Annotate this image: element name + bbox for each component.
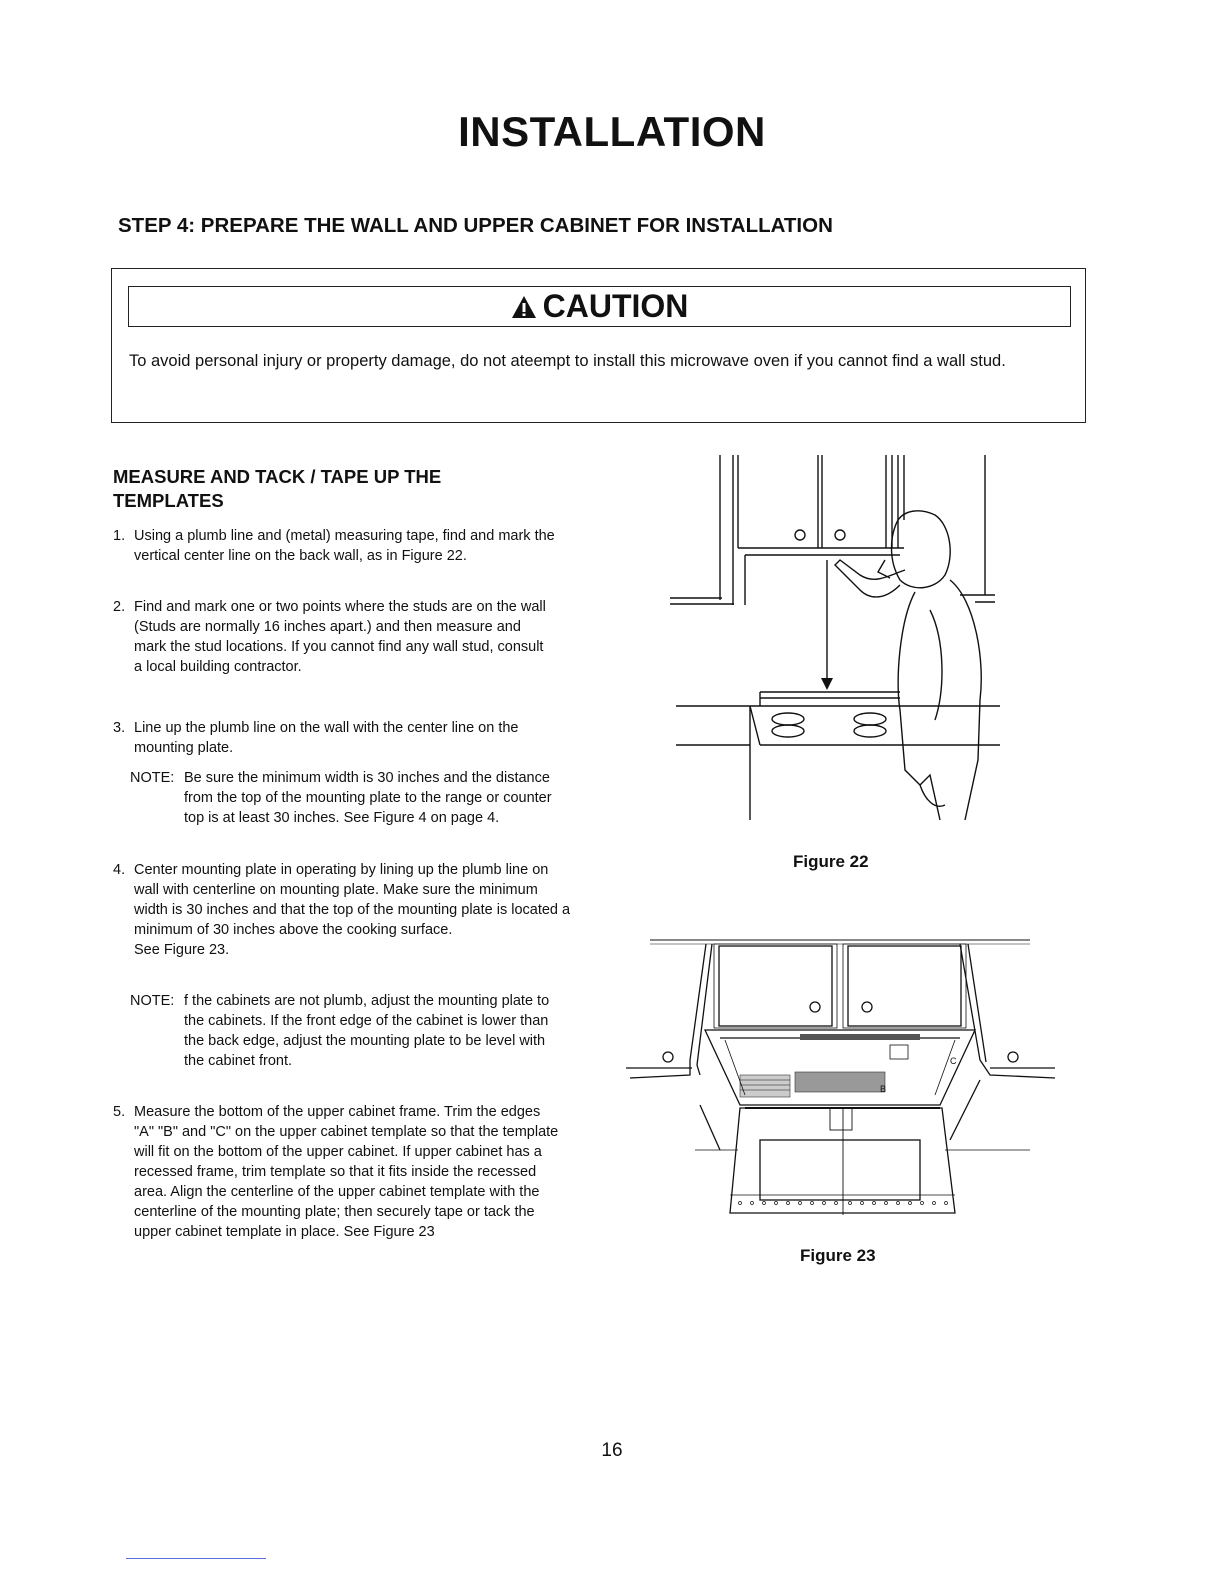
caution-text: To avoid personal injury or property damage, do not ateempt to install this microwave oven if you cannot find a wall stud. [129,352,1006,370]
section-heading: MEASURE AND TACK / TAPE UP THE TEMPLATES [113,466,442,511]
step-number: 3. [113,720,126,736]
caution-box [111,268,1086,423]
step-extra: See Figure 23. [134,942,230,958]
step-number: 4. [113,862,126,878]
figure-22-caption: Figure 22 [793,852,869,871]
step-text: Using a plumb line and (metal) measuring tape, find and mark the vertical center line on the back wall, as in Figure 22. [134,528,555,564]
step-number: 2. [113,599,126,615]
step-number: 5. [113,1104,126,1120]
warning-triangle-icon [511,295,537,319]
note-text: f the cabinets are not plumb, adjust the mounting plate to the cabinets. If the front edge of the cabinet is lower than the back edge, adjust the mounting plate to be level with the cabinet front. [184,993,550,1069]
figure-23-caption: Figure 23 [800,1246,876,1265]
figure-22-illustration [660,450,1010,830]
step-number: 1. [113,528,126,544]
step-heading: STEP 4: PREPARE THE WALL AND UPPER CABINET FOR INSTALLATION [118,214,833,237]
step-text: Center mounting plate in operating by lining up the plumb line on wall with centerline on mounting plate. Make sure the minimum width is 30 inches and that the top of the mounting plate is located a minimum of 30 inches above the cooking surface. [134,862,571,938]
edge-c-label: C [950,1056,957,1066]
edge-b-label: B [880,1084,887,1094]
page-title: INSTALLATION [458,108,766,155]
note-label: NOTE: [130,993,175,1009]
caution-title: CAUTION [542,288,689,324]
figure-23-illustration [620,930,1065,1225]
footer-divider [126,1558,266,1559]
caution-header [128,286,1071,327]
step-text: Find and mark one or two points where the studs are on the wall (Studs are normally 16 inches apart.) and then measure and mark the stud locations. If you cannot find any wall stud, consult a local building contractor. [134,599,546,675]
note-text: Be sure the minimum width is 30 inches and the distance from the top of the mounting plate to the range or counter top is at least 30 inches. See Figure 4 on page 4. [184,770,552,826]
step-text: Measure the bottom of the upper cabinet frame. Trim the edges "A" "B" and "C" on the upper cabinet template so that the template will fit on the bottom of the upper cabinet. If upper cabinet has a recessed frame, trim template so that it fits inside the recessed area. Align the centerline of the upper cabinet template with the centerline of the mounting plate; then securely tape or tack the upper cabinet template in place. See Figure 23 [134,1104,559,1240]
page-number: 16 [601,1440,623,1461]
note-label: NOTE: [130,770,175,786]
step-text: Line up the plumb line on the wall with the center line on the mounting plate. [134,720,519,756]
